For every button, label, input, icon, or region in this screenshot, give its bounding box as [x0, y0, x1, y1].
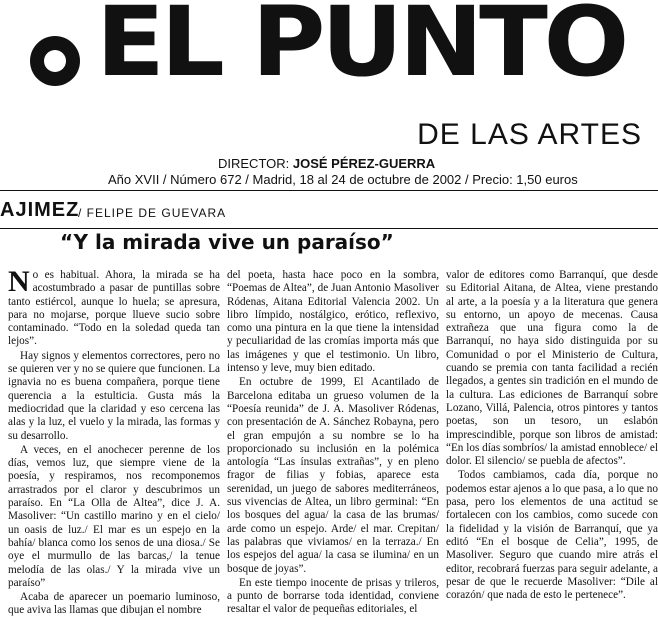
masthead-circle-logo — [30, 36, 80, 86]
drop-cap: N — [8, 265, 30, 298]
article-column-1 — [8, 265, 220, 619]
paragraph — [8, 265, 220, 349]
paragraph: del poeta, hasta hace poco en la sombra, “Poemas de Altea”, de Juan Antonio Masoliver Ródenas, Aitana Editorial Valencia 2002. Un libro límpido, nostálgico, erótico, reflexivo, como una pintura en la que tiene la intensidad y peculiaridad de las cromías importa más que las imágenes y que el testimonio. Un libro, intenso y leve, muy bien editado. — [227, 269, 439, 375]
article-column-3 — [446, 269, 658, 603]
section-name: AJIMEZ — [0, 199, 80, 221]
article-headline: “Y la mirada vive un paraíso” — [60, 230, 394, 254]
paragraph: A veces, en el anochecer perenne de los días, vemos luz, que siempre viene de la poesía, y respiramos, nos recomponemos arrastrados por el claror y descubrimos un paraíso. En “La Olla de Altea”, dice J. A. Masoliver: “Un castillo marino y en el cielo/ un oasis de luz./ El mar es un espejo en la bahía/ blanca como los senos de una diosa./ Se oye el murmullo de las barcas,/ la tenue melodía de las olas./ Y la mirada vive un paraíso” — [8, 443, 220, 589]
director-line — [218, 156, 435, 171]
paragraph: En octubre de 1999, El Acantilado de Barcelona editaba un grueso volumen de la “Poesía reunida” de J. A. Masoliver Ródenas, con presentación de A. Sánchez Robayna, pero el gran empujón a su nombre se lo ha proporcionado su inclusión en la polémica antología “Las ínsulas extrañas”, y en pleno fragor de filias y fobias, aparece esta serenidad, un juego de sabores mediterráneos, sus vivencias de Altea, un libro germinal: “En los bosques del agua/ la casa de las brumas/ arde como un espejo. Arde/ el mar. Crepitan/ las palabras que viviamos/ en la terraza./ En los espejos del agua/ la casa se ilumina/ en un bosque de joyas”. — [227, 376, 439, 575]
masthead-subtitle: DE LAS ARTES — [417, 118, 642, 151]
director-name: JOSÉ PÉREZ-GUERRA — [292, 156, 436, 171]
article-column-2 — [227, 269, 439, 618]
issue-line: Año XVII / Número 672 / Madrid, 18 al 24 de octubre de 2002 / Precio: 1,50 euros — [108, 172, 578, 187]
divider — [0, 190, 658, 191]
paragraph: Hay signos y elementos correctores, pero no se quieren ver y no se quiere que funcionen. La ignavia no es buena compañera, porque tiene querencia a la estulticia. Gusta más la mediocridad que la claridad y eso cercena las alas y la luz, el vuelo y la mirada, las formas y su desarrollo. — [8, 349, 220, 442]
masthead-title: EL PUNTO — [96, 0, 626, 98]
masthead — [0, 0, 658, 120]
author-byline: / FELIPE DE GUEVARA — [78, 206, 227, 220]
paragraph: Todos cambiamos, cada día, porque no podemos estar ajenos a lo que pasa, a lo que no pasa, pero los elementos de una actitud se fortalecen con los cambios, como sucede con la fidelidad y la visión de Barranquí, que ya editó “En el bosque de Celia”, 1995, de Masoliver. Seguro que cuando mire atrás el editor, recobrará fuerzas para seguir adelante, a pesar de que le recuerde Masoliver: “Dile al corazón/ que nada de esto le pertenece”. — [446, 469, 658, 602]
paragraph: Acaba de aparecer un poemario luminoso, que aviva las llamas que dibujan el nombre — [8, 591, 220, 617]
paragraph-text: o es habitual. Ahora, la mirada se ha acostumbrado a pasar de puntillas sobre tanto estiércol, aunque lo huela; se apresura, para no mojarse, porque llueve sucio sobre contaminado. “Todo en la soledad queda tan lejos”. — [8, 269, 220, 348]
paragraph: En este tiempo inocente de prisas y trileros, a punto de borrarse toda identidad, conviene resaltar el valor de pequeñas editoriales, el — [227, 576, 439, 616]
director-label: DIRECTOR: — [218, 156, 293, 171]
paragraph: valor de editores como Barranquí, que desde su Editorial Aitana, de Altea, viene prestando al arte, a la poesía y a la literatura que genera su entorno, un apoyo de mecenas. Causa extrañeza que una figura como la de Barranquí, no haya sido distinguida por su Comunidad o por el Ministerio de Cultura, cuando se premia con tanta facilidad a recién llegados, a gentes sin tradición en el mundo de la cultura. Las ediciones de Barranquí sobre Lozano, Villá, Palencia, otros pintores y tantos poetas, son un tesoro, un eslabón imprescindible, porque son libros de amistad: “En los días sombríos/ la amistad ennoblece/ el dolor. El silencio/ se puebla de afectos”. — [446, 269, 658, 468]
divider — [0, 228, 658, 229]
